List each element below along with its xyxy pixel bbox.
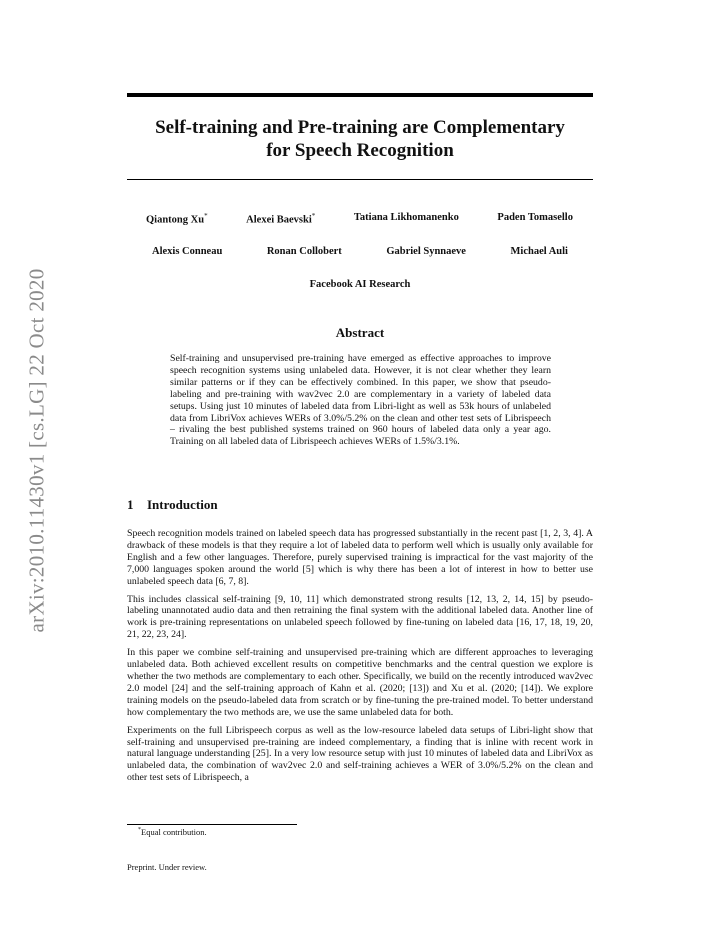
author-row-1 bbox=[127, 212, 593, 226]
author-name: Tatiana Likhomanenko bbox=[353, 212, 459, 223]
section-heading bbox=[127, 497, 218, 513]
title-line-1: Self-training and Pre-training are Complementary bbox=[155, 117, 565, 138]
author-name: Alexei Baevski* bbox=[246, 212, 316, 226]
equal-contribution-mark: * bbox=[311, 212, 316, 220]
body-paragraph: Experiments on the full Librispeech corpus as well as the low-resource labeled data setups of Libri-light show that self-training and unsupervised pre-training are indeed complementary, a finding that is inline with recent work in natural language understanding [25]. In a very low resource setup with just 10 minutes of labeled data and LibriVox as unlabeled data, the combination of wav2vec 2.0 and self-training achieves a WER of 3.0%/5.2% on the clean and other test sets of Librispeech, a bbox=[127, 724, 593, 784]
author-row-2 bbox=[127, 246, 593, 257]
section-title: Introduction bbox=[147, 497, 218, 512]
arxiv-id-text: arXiv:2010.11430v1 [cs.LG] 22 Oct 2020 bbox=[24, 267, 49, 633]
body-paragraph: In this paper we combine self-training and unsupervised pre-training which are different approaches to leveraging unlabeled data. Both achieved excellent results on competitive benchmarks and the central question we explore is whether the two methods are complementary to each other. Specifically, we build on the recently introduced wav2vec 2.0 model [24] and the self-training approach of Kahn et al. (2020; [13]) and Xu et al. (2020; [14]). We explore training models on the pseudo-labeled data from scratch or by fine-tuning the pre-trained model. To better understand how complementary the two methods are, we use the same unlabeled data for both. bbox=[127, 647, 593, 718]
author-name: Gabriel Synnaeve bbox=[386, 246, 466, 257]
title-top-rule bbox=[127, 93, 593, 97]
footnote-rule bbox=[127, 824, 297, 825]
equal-contribution-mark: * bbox=[204, 212, 208, 220]
author-name: Michael Auli bbox=[510, 246, 568, 257]
author-name: Alexis Conneau bbox=[152, 246, 223, 257]
abstract-heading: Abstract bbox=[335, 325, 385, 340]
body-paragraph: This includes classical self-training [9, 10, 11] which demonstrated strong results [12, 13, 2, 14, 15] by pseudo-labeling unannotated audio data and then retraining the final system with the additional labeled data. Another line of work is pre-training representations on unlabeled speech followed by fine-tuning on labeled data [16, 17, 18, 19, 20, 21, 22, 23, 24]. bbox=[127, 593, 593, 641]
affiliation: Facebook AI Research bbox=[309, 279, 411, 290]
introduction-body bbox=[127, 528, 593, 790]
author-name: Paden Tomasello bbox=[497, 212, 573, 223]
author-name: Ronan Collobert bbox=[266, 246, 342, 257]
preprint-notice: Preprint. Under review. bbox=[127, 862, 207, 872]
footnote-text: Equal contribution. bbox=[141, 827, 207, 837]
paper-title bbox=[127, 116, 593, 162]
title-line-2: for Speech Recognition bbox=[266, 140, 454, 161]
body-paragraph: Speech recognition models trained on labeled speech data has progressed substantially in the recent past [1, 2, 3, 4]. A drawback of these models is that they require a lot of labeled data to perform well which is usually only available for English and a few other languages. Therefore, purely supervised training is impractical for the vast majority of the 7,000 languages spoken around the world [5] which is why there has been a lot of interest in how to better use unlabeled speech data [6, 7, 8]. bbox=[127, 528, 593, 587]
footnote bbox=[138, 827, 207, 837]
abstract-text: Self-training and unsupervised pre-training have emerged as effective approaches to improve speech recognition systems using unlabeled data. However, it is not clear whether they learn similar patterns or if they can be effectively combined. In this paper, we show that pseudo-labeling and pre-training with wav2vec 2.0 are complementary in a variety of labeled data setups. Using just 10 minutes of labeled data from Libri-light as well as 53k hours of unlabeled data from LibriVox achieves WERs of 3.0%/5.2% on the clean and other test sets of Librispeech – rivaling the best published systems trained on 960 hours of labeled data only a year ago. Training on all labeled data of Librispeech achieves WERs of 1.5%/3.1%. bbox=[170, 353, 551, 448]
author-name: Qiantong Xu* bbox=[146, 212, 208, 226]
title-bottom-rule bbox=[127, 179, 593, 180]
footnote-mark: * bbox=[138, 827, 141, 834]
arxiv-identifier-stamp bbox=[14, 250, 60, 650]
section-number: 1 bbox=[127, 497, 134, 512]
